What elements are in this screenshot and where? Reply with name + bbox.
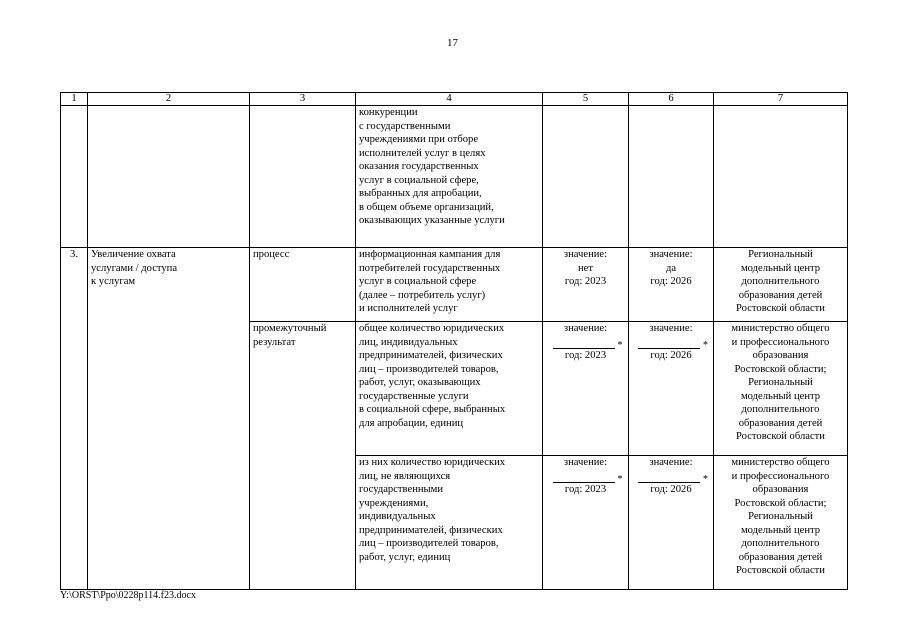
target-year: год: 2026 [650,349,692,361]
base-label: значение: [563,249,608,260]
cell-target [629,456,714,590]
cell-type [250,106,356,248]
cell-base [543,106,629,248]
base-year: год: 2023 [564,276,607,287]
asterisk: * [703,339,708,351]
page-number: 17 [447,37,458,49]
cell-indicator: из них количество юридических лиц, не являющихся государственными учреждениями, индивидуальных предпринимателей, физических лиц – производителей товаров, работ, услуг, единиц [356,456,543,590]
target-label: значение: [649,249,693,260]
cell-target [629,248,714,322]
target-label: значение: [649,457,693,468]
header-row [61,93,848,106]
item-number: 3. [61,248,88,590]
blank-value-line [553,470,623,485]
cell-base [543,456,629,590]
blank-value-line [553,336,623,351]
cell-type: процесс [250,248,356,322]
footer-file-path: Y:\ORST\Ppo\0228p114.f23.docx [60,590,196,601]
header-cell: 3 [250,93,356,106]
table-row-process [61,248,848,322]
header-cell: 7 [714,93,848,106]
cell-responsible: министерство общего и профессионального образования Ростовской области; Региональный модельный центр дополнительного образования детей Ростовской области [714,322,848,456]
plan-table [60,92,848,590]
base-label: значение: [563,323,608,334]
cell-base [543,248,629,322]
asterisk: * [703,473,708,485]
base-label: значение: [563,457,608,468]
target-value: да [665,262,677,274]
header-cell: 6 [629,93,714,106]
cell-responsible [714,106,848,248]
target-year: год: 2026 [650,276,692,287]
header-cell: 4 [356,93,543,106]
base-year: год: 2023 [564,349,607,361]
base-year: год: 2023 [564,483,607,495]
header-cell: 5 [543,93,629,106]
blank-value-line [638,470,708,485]
base-value: нет [577,262,593,274]
cell-target [629,106,714,248]
asterisk: * [617,473,623,485]
cell-type: промежуточный результат [250,322,356,590]
cell-responsible: Региональный модельный центр дополнительного образования детей Ростовской области [714,248,848,322]
item-task: Увеличение охвата услугами / доступа к услугам [88,248,250,590]
cell-indicator: конкуренции с государственными учреждениями при отборе исполнителей услуг в целях оказания государственных услуг в социальной сфере, выбранных для апробации, в общем объеме организаций, оказывающих указанные услуги [356,106,543,248]
cell-base [543,322,629,456]
cell-responsible: министерство общего и профессионального образования Ростовской области; Региональный модельный центр дополнительного образования детей Ростовской области [714,456,848,590]
header-cell: 2 [88,93,250,106]
cell-task [88,106,250,248]
asterisk: * [617,339,623,351]
header-cell: 1 [61,93,88,106]
cell-number [61,106,88,248]
cell-target [629,322,714,456]
blank-value-line [638,336,708,351]
target-year: год: 2026 [650,483,692,495]
target-label: значение: [649,323,693,334]
cell-indicator: информационная кампания для потребителей государственных услуг в социальной сфере (далее – потребитель услуг) и исполнителей услуг [356,248,543,322]
cell-indicator: общее количество юридических лиц, индивидуальных предпринимателей, физических лиц – производителей товаров, работ, услуг, оказывающих государственные услуги в социальной сфере, выбранных для апробации, единиц [356,322,543,456]
table-row-continuation [61,106,848,248]
